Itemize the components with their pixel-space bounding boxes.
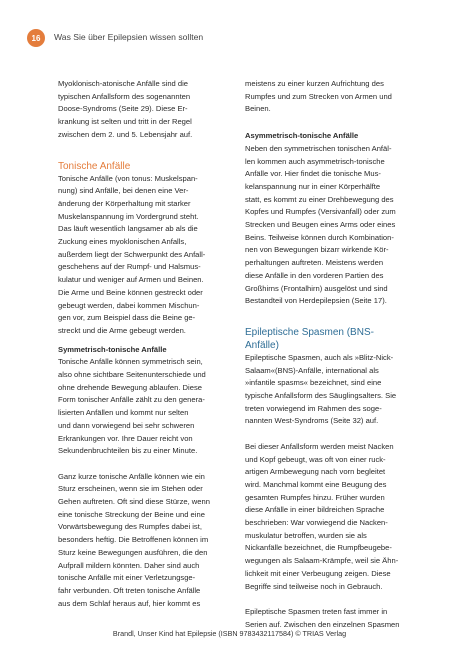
page-number-badge: 16	[27, 29, 45, 47]
paragraph-spasms-series: Epileptische Spasmen treten fast immer in Serien auf. Zwischen den einzelnen Spasmen	[245, 606, 400, 629]
left-column	[58, 78, 218, 610]
paragraph-spasms-description: Bei dieser Anfallsform werden meist Nacken und Kopf gebeugt, was oft von einer ruck- artigen Armbewegung nach vorn begleitet wird. Manchmal kommt eine Beugung des gesamten Rumpfes hinzu. Früher wurden diese Anfälle in einer bildreichen Sprache beschrieben: War vorwiegend die Nacken- muskulatur betroffen, wurden sie als Nickanfälle bezeichnet, die Rumpfbeugebe- wegungen als Salaam-Krämpfe, weil sie Ähn- lichkeit mit einer Verbeugung zeigen. Diese Begriffe sind teilweise noch in Gebrauch.	[245, 441, 399, 591]
heading-tonische-anfaelle: Tonische Anfälle	[58, 160, 131, 172]
subheading-asymmetrisch: Asymmetrisch-tonische Anfälle	[245, 131, 359, 141]
right-column	[245, 78, 405, 631]
paragraph-asymmetric: Neben den symmetrischen tonischen Anfäl- len kommen auch asymmetrisch-tonische Anfälle vor. Hier findet die tonische Mus- kelanspannung nur in einer Körperhälfte statt, es kommt zu einer Drehbewegung des Kopfes und Rumpfes (Versivanfall) oder zum Strecken und Beugen eines Arms oder eines Beins. Teilweise können durch Kombination- nen von Bewegungen bizarr wirkende Kör- perhaltungen auftreten. Meistens werden diese Anfälle in den vorderen Partien des Großhirns (Frontalhirn) ausgelöst und sind Bestandteil von Herdepilepsien (Seite 17).	[245, 143, 396, 306]
paragraph-intro: Myoklonisch-atonische Anfälle sind die typischen Anfallsform des sogenannten Doose-Syndroms (Seite 29). Diese Er- krankung ist selten und tritt in der Regel zwischen dem 2. und 5. Lebensjahr auf.	[58, 79, 193, 139]
paragraph-tonic: Tonische Anfälle (von tonus: Muskelspan- nung) sind Anfälle, bei denen eine Ver- änderung der Körperhaltung mit starker Muskelanspannung im Vordergrund steht. Das läuft wesentlich langsamer ab als die Zuckung eines myoklonischen Anfalls, außerdem liegt der Schwerpunkt des Anfall- geschehens auf der Rumpf- und Halsmus- kulatur und weniger auf Armen und Beinen. Die Arme und Beine können gestreckt oder gebeugt werden, dabei kommen Mischun- gen vor, zum Beispiel dass die Beine ge- streckt und die Arme gebeugt werden.	[58, 173, 206, 335]
running-header: Was Sie über Epilepsien wissen sollten	[54, 32, 204, 42]
paragraph-symmetric: Tonische Anfälle können symmetrisch sein, also ohne sichtbare Seitenunterschiede und ohne drehende Bewegung ablaufen. Diese Form tonischer Anfälle zählt zu den genera- lisierten Anfällen und kommt nur selten und dann vorwiegend bei sehr schweren Erkrankungen vor. Ihre Dauer reicht von Sekundenbruchteilen bis zu einer Minute.	[58, 357, 206, 456]
subheading-symmetrisch: Symmetrisch-tonische Anfälle	[58, 344, 167, 354]
footer-copyright: Brandl, Unser Kind hat Epilepsie (ISBN 9783432117584) © TRIAS Verlag	[112, 629, 347, 638]
paragraph-continued: meistens zu einer kurzen Aufrichtung des Rumpfes und zum Strecken von Armen und Beinen.	[245, 79, 392, 114]
paragraph-short-attacks: Ganz kurze tonische Anfälle können wie ein Sturz erscheinen, wenn sie im Stehen oder Gehen auftreten. Oft sind diese Stürze, wenn eine tonische Streckung der Beine und eine Vorwärtsbewegung des Rumpfes dabei ist, besonders heftig. Die Betroffenen können im Sturz keine Bewegungen ausführen, die den Aufprall mildern könnten. Daher sind auch tonische Anfälle mit einer Verletzungsge- fahr verbunden. Oft treten tonische Anfälle aus dem Schlaf heraus auf, hier kommt es	[58, 471, 210, 608]
paragraph-spasms-intro: Epileptische Spasmen, auch als »Blitz-Nick- Salaam«(BNS)-Anfälle, international als »infantile spasms« bezeichnet, sind eine typische Anfallsform des Säuglingsalters. Sie treten vorwiegend im Rahmen des soge- nannten West-Syndroms (Seite 32) auf.	[245, 352, 397, 426]
heading-epileptische-spasmen: Epileptische Spasmen (BNS-Anfälle)	[245, 326, 374, 351]
